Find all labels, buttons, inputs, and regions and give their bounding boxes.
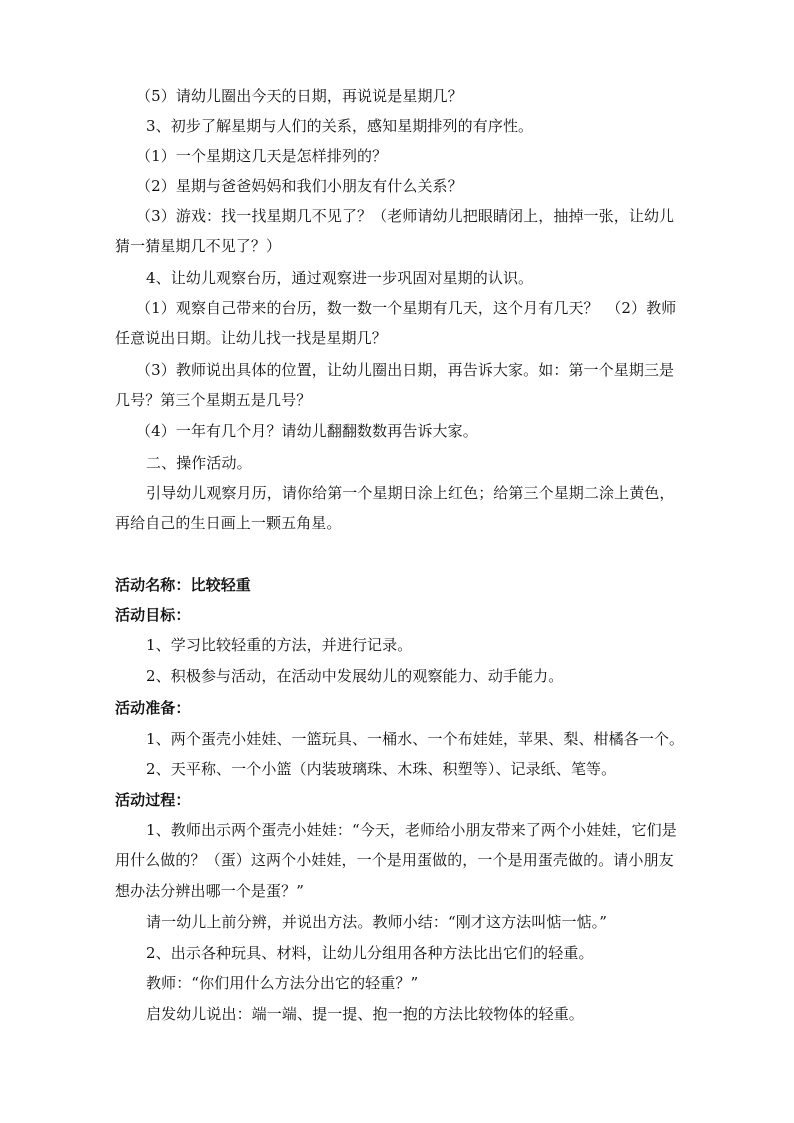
text-line: （1）观察自己带来的台历，数一数一个星期有几天，这个月有几天？ （2）教师 [136,299,677,317]
text-line: 请一幼儿上前分辨，并说出方法。教师小结：“刚才这方法叫惦一惦。” [146,913,608,931]
text-line: 几号？第三个星期五是几号？ [115,391,312,409]
text-line: 想办法分辨出哪一个是蛋？” [115,882,304,900]
text-line: 启发幼儿说出：端一端、提一提、抱一抱的方法比较物体的轻重。 [146,1005,584,1023]
text-line: （5）请幼儿圈出今天的日期，再说说是星期几？ [136,87,463,105]
text-line: 2、积极参与活动，在活动中发展幼儿的观察能力、动手能力。 [146,667,564,685]
text-line: 教师：“你们用什么方法分出它的轻重？” [146,974,419,992]
text-line: （3）游戏：找一找星期几不见了？（老师请幼儿把眼睛闭上，抽掉一张，让幼儿 [136,207,675,225]
text-line: （2）星期与爸爸妈妈和我们小朋友有什么关系？ [136,177,463,195]
text-line: 再给自己的生日画上一颗五角星。 [115,514,342,532]
text-line: 2、出示各种玩具、材料，让幼儿分组用各种方法比出它们的轻重。 [146,944,594,962]
text-line: 二、操作活动。 [146,454,252,472]
activity-name-heading: 活动名称：比较轻重 [115,576,251,594]
text-line: （4）一年有几个月？请幼儿翻翻数数再告诉大家。 [136,422,478,440]
text-line: 4、让幼儿观察台历，通过观察进一步巩固对星期的认识。 [146,269,534,287]
text-line: 1、教师出示两个蛋壳小娃娃：“今天，老师给小朋友带来了两个小娃娃，它们是 [146,821,677,839]
text-line: （3）教师说出具体的位置，让幼儿圈出日期，再告诉大家。如：第一个星期三是 [136,361,675,379]
text-line: （1）一个星期这几天是怎样排列的？ [136,147,388,165]
text-line: 1、学习比较轻重的方法，并进行记录。 [146,636,413,654]
text-line: 引导幼儿观察月历，请你给第一个星期日涂上红色；给第三个星期二涂上黄色， [146,484,675,502]
text-line: 猜一猜星期几不见了？） [115,237,282,255]
activity-preparation-heading: 活动准备： [115,699,191,717]
activity-process-heading: 活动过程： [115,791,191,809]
text-line: 用什么做的？（蛋）这两个小娃娃，一个是用蛋做的，一个是用蛋壳做的。请小朋友 [115,851,674,869]
text-line: 2、天平称、一个小篮（内装玻璃珠、木珠、积塑等）、记录纸、笔等。 [146,760,617,778]
text-line: 1、两个蛋壳小娃娃、一篮玩具、一桶水、一个布娃娃，苹果、梨、柑橘各一个。 [146,730,685,748]
activity-goals-heading: 活动目标： [115,606,191,624]
text-line: 任意说出日期。让幼儿找一找是星期几？ [115,329,387,347]
text-line: 3、初步了解星期与人们的关系，感知星期排列的有序性。 [146,117,534,135]
